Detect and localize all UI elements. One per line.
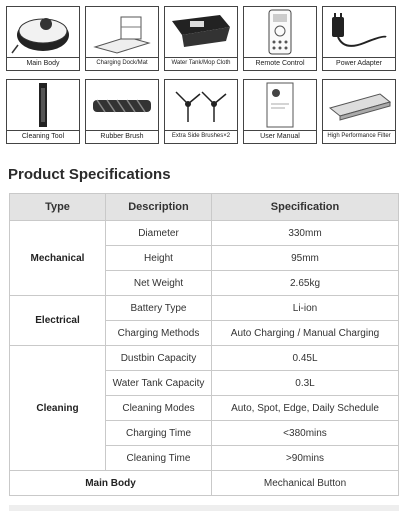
group-main-body: Main Body bbox=[10, 471, 212, 496]
row-description: Water Tank Capacity bbox=[106, 371, 212, 396]
accessory-label: Charging Dock/Mat bbox=[86, 57, 158, 70]
table-row bbox=[10, 296, 399, 321]
row-description: Charging Methods bbox=[106, 321, 212, 346]
row-description: Cleaning Modes bbox=[106, 396, 212, 421]
accessory-label: Water Tank/Mop Cloth bbox=[165, 57, 237, 70]
accessory-label: Extra Side Brushes×2 bbox=[165, 130, 237, 143]
row-specification: Auto, Spot, Edge, Daily Schedule bbox=[212, 396, 399, 421]
row-description: Charging Time bbox=[106, 421, 212, 446]
accessory-main-body bbox=[6, 6, 80, 71]
accessories-row-2 bbox=[6, 79, 402, 144]
accessory-rubber-brush bbox=[85, 79, 159, 144]
accessory-label: Main Body bbox=[7, 57, 79, 70]
accessory-charging-dock bbox=[85, 6, 159, 71]
accessory-label: User Manual bbox=[244, 130, 316, 143]
accessory-water-tank bbox=[164, 6, 238, 71]
row-specification: 2.65kg bbox=[212, 271, 399, 296]
accessory-label: Remote Control bbox=[244, 57, 316, 70]
accessory-user-manual bbox=[243, 79, 317, 144]
robot-vacuum-icon bbox=[7, 7, 79, 57]
table-row bbox=[10, 346, 399, 371]
row-description: Height bbox=[106, 246, 212, 271]
row-specification: >90mins bbox=[212, 446, 399, 471]
accessory-filter bbox=[322, 79, 396, 144]
remote-control-icon bbox=[244, 7, 316, 57]
row-description: Net Weight bbox=[106, 271, 212, 296]
accessory-label: Power Adapter bbox=[323, 57, 395, 70]
accessory-cleaning-tool bbox=[6, 79, 80, 144]
accessory-side-brushes bbox=[164, 79, 238, 144]
row-description: Cleaning Time bbox=[106, 446, 212, 471]
column-header: Specification bbox=[212, 194, 399, 221]
accessory-remote-control bbox=[243, 6, 317, 71]
row-specification: 330mm bbox=[212, 221, 399, 246]
row-description: Dustbin Capacity bbox=[106, 346, 212, 371]
charging-dock-icon bbox=[86, 7, 158, 57]
accessory-label: High Performance Filter bbox=[323, 130, 395, 143]
group-cleaning: Cleaning bbox=[10, 346, 106, 471]
column-header: Description bbox=[106, 194, 212, 221]
section-title: Product Specifications bbox=[8, 166, 171, 183]
row-specification: Auto Charging / Manual Charging bbox=[212, 321, 399, 346]
row-specification: <380mins bbox=[212, 421, 399, 446]
group-electrical: Electrical bbox=[10, 296, 106, 346]
table-header-row bbox=[10, 194, 399, 221]
row-specification: 95mm bbox=[212, 246, 399, 271]
table-row bbox=[10, 471, 399, 496]
table-row bbox=[10, 221, 399, 246]
user-manual-icon bbox=[244, 80, 316, 130]
footer-divider bbox=[9, 505, 399, 511]
column-header: Type bbox=[10, 194, 106, 221]
water-tank-icon bbox=[165, 7, 237, 57]
cleaning-tool-icon bbox=[7, 80, 79, 130]
row-specification: 0.45L bbox=[212, 346, 399, 371]
row-description: Diameter bbox=[106, 221, 212, 246]
accessory-label: Cleaning Tool bbox=[7, 130, 79, 143]
row-description: Battery Type bbox=[106, 296, 212, 321]
row-specification: Li-ion bbox=[212, 296, 399, 321]
spec-table bbox=[9, 193, 399, 496]
power-adapter-icon bbox=[323, 7, 395, 57]
group-mechanical: Mechanical bbox=[10, 221, 106, 296]
accessory-label: Rubber Brush bbox=[86, 130, 158, 143]
rubber-brush-icon bbox=[86, 80, 158, 130]
side-brush-icon bbox=[165, 80, 237, 130]
accessories-grid bbox=[6, 6, 402, 152]
row-specification: Mechanical Button bbox=[212, 471, 399, 496]
row-specification: 0.3L bbox=[212, 371, 399, 396]
filter-icon bbox=[323, 80, 395, 130]
accessory-power-adapter bbox=[322, 6, 396, 71]
accessories-row-1 bbox=[6, 6, 402, 71]
